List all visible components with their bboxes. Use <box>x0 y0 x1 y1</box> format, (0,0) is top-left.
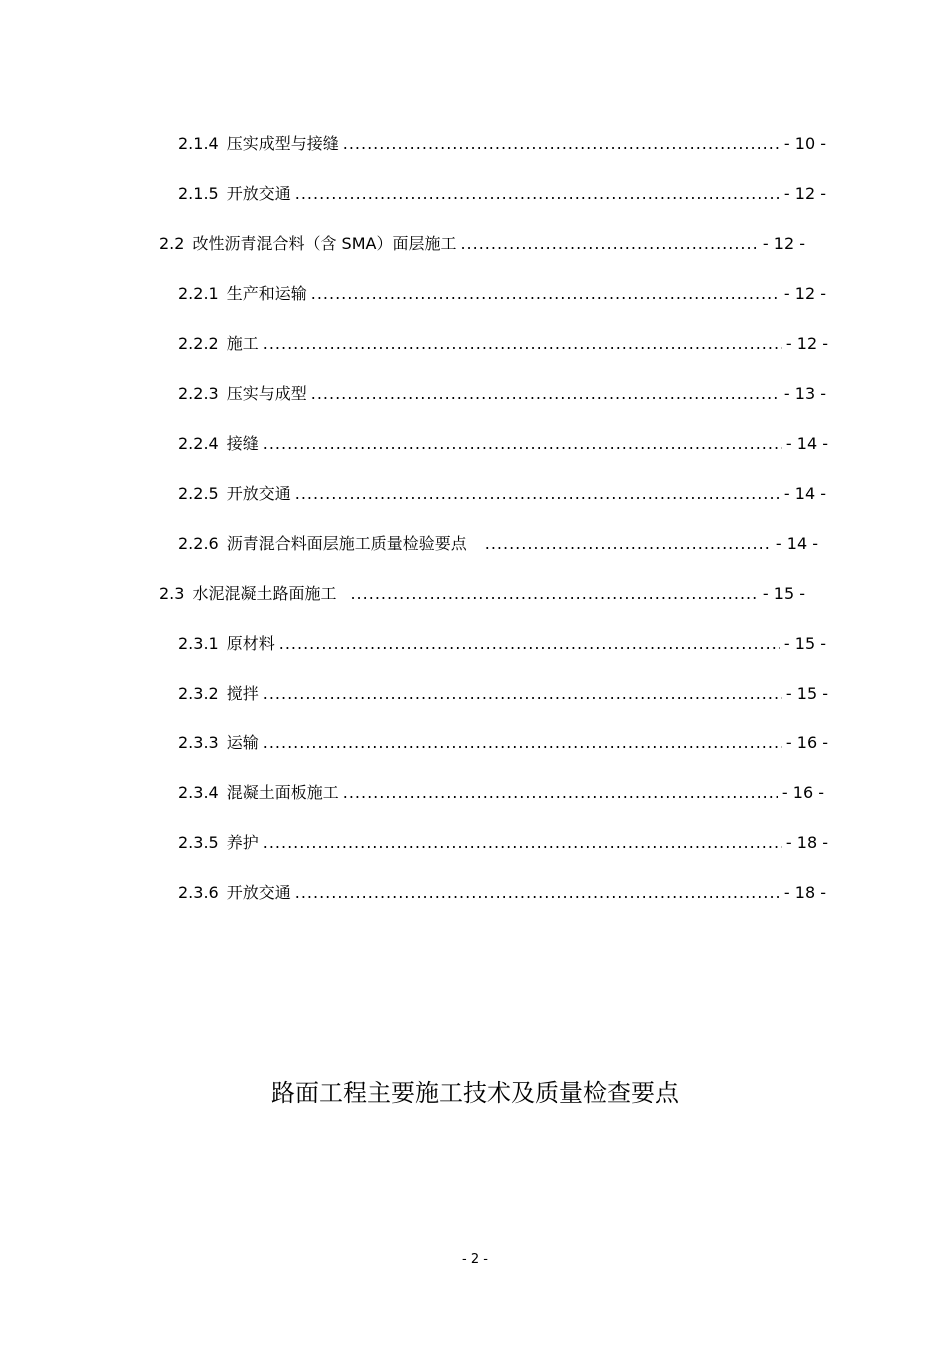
toc-entry-page: - 16 - <box>785 733 828 752</box>
toc-entry-2-3-3[interactable] <box>178 733 828 753</box>
toc-entry-2-2-2[interactable] <box>178 334 828 354</box>
toc-dot-leader <box>343 134 780 154</box>
toc-entry-title: 压实成型与接缝 <box>226 134 339 153</box>
toc-dot-leader <box>350 584 758 604</box>
toc-entry-2-3-4[interactable] <box>178 783 824 803</box>
toc-entry-2-3-5[interactable] <box>178 833 828 853</box>
toc-entry-page: - 10 - <box>783 134 826 153</box>
toc-entry-number: 2.3.3 <box>178 733 219 752</box>
toc-entry-title: 开放交通 <box>226 184 291 203</box>
toc-entry-2-3-2[interactable] <box>178 684 828 704</box>
toc-entry-page: - 14 - <box>775 534 818 553</box>
toc-dot-leader <box>295 883 780 903</box>
toc-entry-title: 改性沥青混合料（含 SMA）面层施工 <box>192 234 457 253</box>
toc-entry-number: 2.3.4 <box>178 783 219 802</box>
toc-dot-leader <box>263 334 782 354</box>
toc-dot-leader <box>460 234 758 254</box>
toc-entry-page: - 12 - <box>785 334 828 353</box>
document-title: 路面工程主要施工技术及质量检查要点 <box>271 1079 679 1107</box>
toc-entry-title: 运输 <box>226 733 259 752</box>
toc-entry-2-2-4[interactable] <box>178 434 828 454</box>
toc-entry-title: 施工 <box>226 334 259 353</box>
toc-entry-title: 沥青混合料面层施工质量检验要点 <box>226 534 467 553</box>
toc-entry-number: 2.2 <box>159 234 185 253</box>
toc-entry-2-2-1[interactable] <box>178 284 826 304</box>
toc-dot-leader <box>485 534 772 554</box>
toc-entry-page: - 13 - <box>783 384 826 403</box>
toc-entry-title: 原材料 <box>226 634 275 653</box>
toc-entry-title: 养护 <box>226 833 259 852</box>
toc-dot-leader <box>343 783 778 803</box>
toc-entry-2-2-5[interactable] <box>178 484 826 504</box>
toc-entry-page: - 12 - <box>783 184 826 203</box>
toc-entry-page: - 14 - <box>785 434 828 453</box>
toc-entry-title: 接缝 <box>226 434 259 453</box>
toc-entry-page: - 16 - <box>781 783 824 802</box>
toc-entry-title: 压实与成型 <box>226 384 307 403</box>
toc-entry-2-3[interactable] <box>159 584 805 604</box>
toc-entry-number: 2.3.2 <box>178 684 219 703</box>
toc-entry-number: 2.3 <box>159 584 185 603</box>
toc-entry-page: - 15 - <box>783 634 826 653</box>
toc-entry-page: - 18 - <box>785 833 828 852</box>
toc-entry-number: 2.2.5 <box>178 484 219 503</box>
toc-entry-page: - 14 - <box>783 484 826 503</box>
toc-entry-2-3-6[interactable] <box>178 883 826 903</box>
toc-entry-number: 2.3.5 <box>178 833 219 852</box>
toc-dot-leader <box>263 733 782 753</box>
toc-entry-number: 2.2.2 <box>178 334 219 353</box>
toc-entry-2-1-4[interactable] <box>178 134 826 154</box>
toc-entry-title: 水泥混凝土路面施工 <box>192 584 337 603</box>
toc-entry-number: 2.1.5 <box>178 184 219 203</box>
toc-entry-page: - 15 - <box>762 584 805 603</box>
toc-dot-leader <box>263 684 782 704</box>
toc-entry-2-1-5[interactable] <box>178 184 826 204</box>
toc-entry-2-3-1[interactable] <box>178 634 826 654</box>
toc-entry-title: 开放交通 <box>226 484 291 503</box>
toc-entry-number: 2.3.1 <box>178 634 219 653</box>
toc-entry-number: 2.1.4 <box>178 134 219 153</box>
toc-entry-page: - 18 - <box>783 883 826 902</box>
toc-entry-title: 搅拌 <box>226 684 259 703</box>
toc-entry-number: 2.3.6 <box>178 883 219 902</box>
toc-entry-page: - 12 - <box>783 284 826 303</box>
toc-entry-2-2[interactable] <box>159 234 805 254</box>
toc-entry-number: 2.2.1 <box>178 284 219 303</box>
toc-dot-leader <box>311 384 780 404</box>
toc-entry-page: - 15 - <box>785 684 828 703</box>
toc-dot-leader <box>295 484 780 504</box>
toc-entry-title: 生产和运输 <box>226 284 307 303</box>
toc-dot-leader <box>263 833 782 853</box>
toc-entry-title: 混凝土面板施工 <box>226 783 339 802</box>
toc-entry-number: 2.2.4 <box>178 434 219 453</box>
toc-entry-number: 2.2.6 <box>178 534 219 553</box>
toc-dot-leader <box>295 184 780 204</box>
toc-dot-leader <box>279 634 780 654</box>
toc-entry-2-2-3[interactable] <box>178 384 826 404</box>
toc-entry-title: 开放交通 <box>226 883 291 902</box>
toc-entry-page: - 12 - <box>762 234 805 253</box>
toc-dot-leader <box>311 284 780 304</box>
toc-dot-leader <box>263 434 782 454</box>
toc-entry-number: 2.2.3 <box>178 384 219 403</box>
toc-entry-2-2-6[interactable] <box>178 534 818 554</box>
page-number: - 2 - <box>462 1252 488 1267</box>
